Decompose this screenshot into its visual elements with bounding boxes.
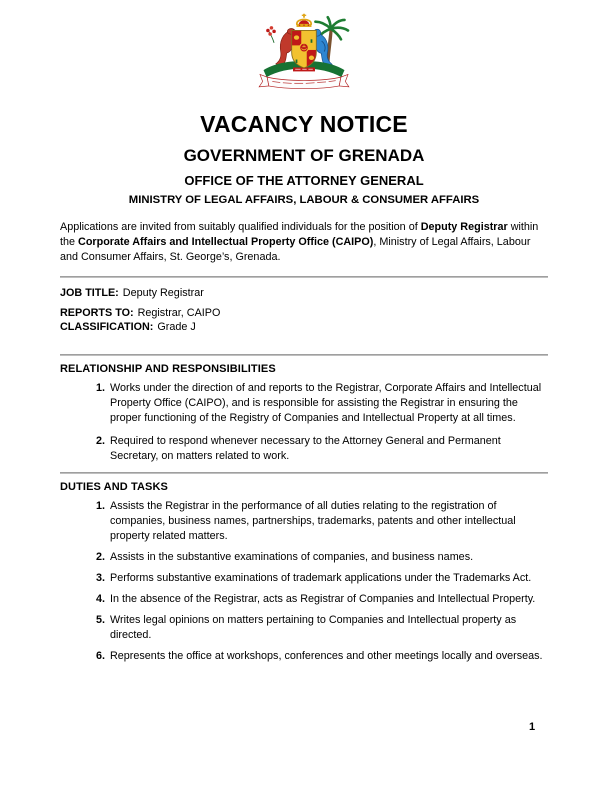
list-item: 5. Writes legal opinions on matters pertaining to Companies and Intellectual property as directed. xyxy=(108,613,548,643)
reports-to-line xyxy=(60,307,548,319)
bougainvillea-icon xyxy=(266,26,276,43)
reports-to-value: Registrar, CAIPO xyxy=(137,307,221,319)
classification-line xyxy=(60,321,548,333)
job-title-value: Deputy Registrar xyxy=(122,287,204,299)
intro-text: , Ministry of Legal Affairs, Labour and Consumer Affairs, St. George’s, Grenada. xyxy=(60,236,531,263)
intro-text: Applications are invited from suitably qualified individuals for the position of xyxy=(60,221,421,233)
subtitle-ministry: MINISTRY OF LEGAL AFFAIRS, LABOUR & CONSUMER AFFAIRS xyxy=(128,194,480,206)
list-item: 2. Required to respond whenever necessary to the Attorney General and Permanent Secretary, on matters related to work. xyxy=(108,434,548,464)
job-details xyxy=(60,287,548,333)
shield-icon xyxy=(292,30,317,68)
list-item: 1. Assists the Registrar in the performance of all duties relating to the registration of companies, business names, partnerships, trademarks, patents and other intellectual property related matters. xyxy=(108,499,548,544)
section-heading-relationship: RELATIONSHIP AND RESPONSIBILITIES xyxy=(60,363,276,375)
section-divider xyxy=(60,276,548,278)
subtitle-office: OFFICE OF THE ATTORNEY GENERAL xyxy=(184,173,424,188)
list-item: 4. In the absence of the Registrar, acts as Registrar of Companies and Intellectual Property. xyxy=(108,592,548,607)
grenada-coat-of-arms-icon xyxy=(251,12,357,100)
coat-of-arms-container xyxy=(60,12,548,102)
job-title-label: JOB TITLE: xyxy=(60,287,119,299)
reports-to-label: REPORTS TO: xyxy=(60,307,134,319)
section-divider xyxy=(60,354,548,356)
section-heading-duties: DUTIES AND TASKS xyxy=(60,481,168,493)
list-item: 1. Works under the direction of and reports to the Registrar, Corporate Affairs and Intellectual Property Office (CAIPO), and is responsible for assisting the Registrar in ensuring the proper functioning of the Registry of Companies and Intellectual Property at all times. xyxy=(108,381,548,426)
classification-label: CLASSIFICATION: xyxy=(60,321,154,333)
relationship-list xyxy=(60,381,548,464)
crown-icon xyxy=(297,14,312,27)
intro-text: within the xyxy=(60,221,539,248)
classification-value: Grade J xyxy=(157,321,196,333)
subtitle-government: GOVERNMENT OF GRENADA xyxy=(183,146,425,165)
section-divider xyxy=(60,472,548,474)
job-title-line xyxy=(60,287,548,299)
motto-ribbon-icon xyxy=(259,74,349,88)
list-item: 6. Represents the office at workshops, conferences and other meetings locally and overseas. xyxy=(108,649,548,664)
intro-bold-position: Deputy Registrar xyxy=(420,221,508,233)
page-number: 1 xyxy=(529,721,536,733)
duties-list xyxy=(60,499,548,664)
intro-paragraph xyxy=(60,220,548,265)
list-item: 3. Performs substantive examinations of trademark applications under the Trademarks Act. xyxy=(108,571,548,586)
intro-bold-office: Corporate Affairs and Intellectual Property Office (CAIPO) xyxy=(78,236,374,248)
page-title: VACANCY NOTICE xyxy=(200,111,408,137)
list-item: 2. Assists in the substantive examinations of companies, and business names. xyxy=(108,550,548,565)
